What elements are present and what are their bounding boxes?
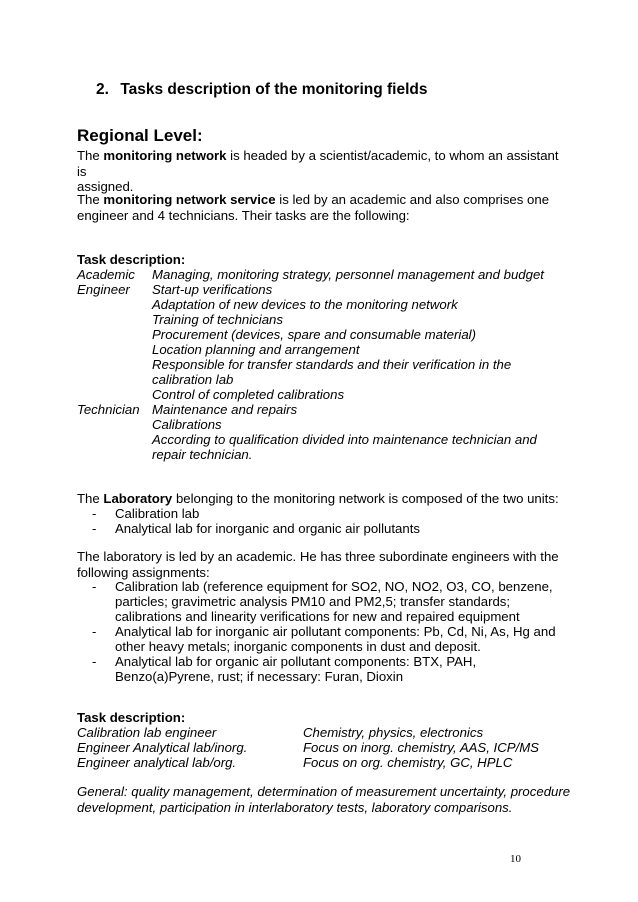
role-label: Engineer	[77, 282, 130, 297]
list-item-line: Analytical lab for organic air pollutant components: BTX, PAH,	[115, 654, 477, 669]
bullet: -	[92, 506, 97, 521]
section-heading	[96, 82, 427, 98]
task-description-heading-1: Task description:	[77, 252, 186, 267]
list-item-line: Benzo(a)Pyrene, rust; if necessary: Furan, Dioxin	[115, 669, 404, 684]
task-line: Adaptation of new devices to the monitoring network	[152, 297, 458, 312]
general-note: General: quality management, determination of measurement uncertainty, procedure development, participation in interlaboratory tests, laboratory comparisons.	[77, 784, 571, 815]
task-line: repair technician.	[152, 447, 253, 462]
role-label: Technician	[77, 402, 140, 417]
list-item-line: other heavy metals; inorganic components in dust and deposit.	[115, 639, 481, 654]
bold-term: monitoring network service	[103, 192, 276, 207]
list-item-line: Analytical lab for inorganic air pollutant components: Pb, Cd, Ni, As, Hg and	[115, 624, 556, 639]
page-number: 10	[510, 853, 521, 865]
bold-term: monitoring network	[103, 148, 227, 163]
task-line: Training of technicians	[152, 312, 283, 327]
bullet: -	[92, 624, 97, 639]
bold-term: Laboratory	[103, 491, 173, 506]
list-item-line: calibrations and linearity verifications for new and repaired equipment	[115, 609, 520, 624]
list-item: Analytical lab for inorganic and organic air pollutants	[115, 521, 420, 536]
regional-level-heading: Regional Level:	[77, 126, 203, 145]
role-label: Academic	[77, 267, 135, 282]
role-label: Calibration lab engineer	[77, 725, 217, 740]
task-line: Managing, monitoring strategy, personnel management and budget	[152, 267, 544, 282]
task-line: Control of completed calibrations	[152, 387, 345, 402]
section-number: 2.	[96, 81, 109, 98]
section-title: Tasks description of the monitoring fields	[120, 81, 428, 98]
list-item-line: Calibration lab (reference equipment for SO2, NO, NO2, O3, CO, benzene,	[115, 579, 553, 594]
laboratory-intro: The Laboratory belonging to the monitoring network is composed of the two units:	[77, 491, 559, 506]
task-line: Calibrations	[152, 417, 222, 432]
regional-paragraph-2: The monitoring network service is led by an academic and also comprises one engineer and 4 technicians. Their tasks are the following:	[77, 192, 550, 223]
bullet: -	[92, 654, 97, 669]
task-line: Focus on inorg. chemistry, AAS, ICP/MS	[303, 740, 539, 755]
task-line: Chemistry, physics, electronics	[303, 725, 484, 740]
task-line: According to qualification divided into maintenance technician and	[152, 432, 537, 447]
task-line: Maintenance and repairs	[152, 402, 298, 417]
task-line: Responsible for transfer standards and their verification in the	[152, 357, 512, 372]
role-label: Engineer Analytical lab/inorg.	[77, 740, 248, 755]
regional-paragraph-1: The monitoring network is headed by a scientist/academic, to whom an assistant is assigned.	[77, 148, 559, 194]
bullet: -	[92, 579, 97, 594]
list-item: Calibration lab	[115, 506, 200, 521]
bullet: -	[92, 521, 97, 536]
laboratory-paragraph: The laboratory is led by an academic. He has three subordinate engineers with the following assignments:	[77, 549, 559, 580]
task-description-heading-2: Task description:	[77, 710, 186, 725]
task-line: Procurement (devices, spare and consumable material)	[152, 327, 476, 342]
list-item-line: particles; gravimetric analysis PM10 and PM2,5; transfer standards;	[115, 594, 511, 609]
task-line: calibration lab	[152, 372, 234, 387]
task-line: Location planning and arrangement	[152, 342, 360, 357]
task-line: Focus on org. chemistry, GC, HPLC	[303, 755, 513, 770]
role-label: Engineer analytical lab/org.	[77, 755, 237, 770]
task-line: Start-up verifications	[152, 282, 273, 297]
